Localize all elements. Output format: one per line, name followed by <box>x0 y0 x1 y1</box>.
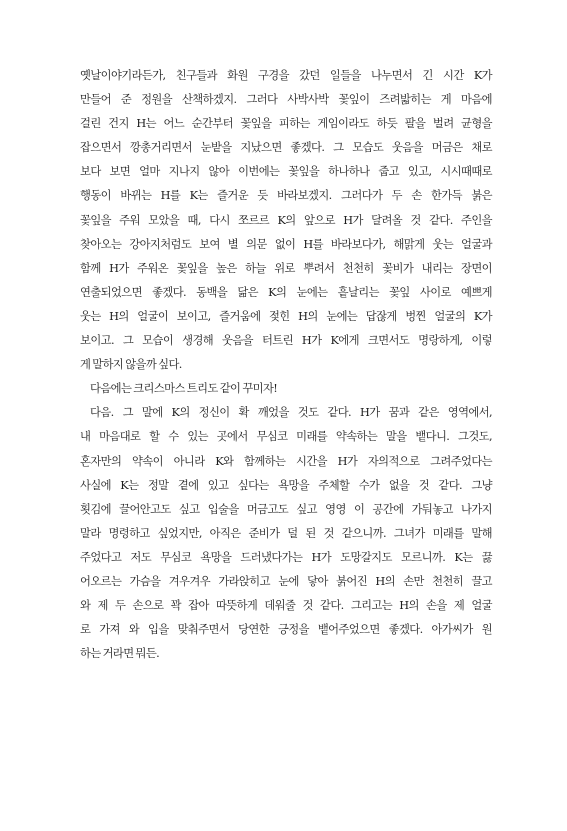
text-line: 보다 보면 얼마 지나지 않아 이번에는 꽃잎을 하나하나 줍고 있고, 시시때때로 <box>80 165 492 179</box>
text-line: 행동이 바뀌는 H를 K는 즐거운 듯 바라보겠지. 그러다가 두 손 한가득 붉은 <box>80 189 492 203</box>
text-line: 횟김에 끌어안고도 싶고 입술을 머금고도 싶고 영영 이 공간에 가둬놓고 나가지 <box>80 502 492 516</box>
text-line: 혼자만의 약속이 아니라 K와 함께하는 시간을 H가 자의적으로 그려주었다는 <box>80 454 492 468</box>
paragraph <box>80 377 492 401</box>
text-line: 웃는 H의 얼굴이 보이고, 즐거움에 젖힌 H의 눈에는 답잖게 벙찐 얼굴의 K가 <box>80 309 492 323</box>
text-line: 말라 명령하고 싶었지만, 아직은 준비가 덜 된 것 같으니까. 그녀가 미래를 말해 <box>80 526 492 540</box>
text-line: 꽃잎을 주워 모았을 때, 다시 쪼르르 K의 앞으로 H가 달려올 것 같다. 주인을 <box>80 213 492 227</box>
text-line: 와 제 두 손으로 꽉 잡아 따뜻하게 데워줄 것 같다. 그리고는 H의 손을 제 얼굴 <box>80 599 492 613</box>
text-line: 로 가져 와 입을 맞춰주면서 당연한 긍정을 뱉어주었으면 좋겠다. 아가씨가 원 <box>80 623 492 637</box>
text-line: 걸린 건지 H는 어느 순간부터 꽃잎을 피하는 게임이라도 하듯 팔을 벌려 균형을 <box>80 117 492 131</box>
text-line: 다음에는 크리스마스 트리도 같이 꾸미자! <box>90 382 278 396</box>
text-line: 게 말하지 않을까 싶다. <box>80 358 182 372</box>
text-line: 옛날이야기라든가, 친구들과 화원 구경을 갔던 일들을 나누면서 긴 시간 K가 <box>80 69 492 82</box>
text-line: 하는 거라면 뭐든. <box>80 647 160 661</box>
text-line: 함께 H가 주워온 꽃잎을 높은 하늘 위로 뿌려서 천천히 꽃비가 내리는 장면이 <box>80 261 492 275</box>
text-line: 찾아오는 강아지처럼도 보여 별 의문 없이 H를 바라보다가, 해맑게 웃는 얼굴과 <box>80 237 492 251</box>
paragraph <box>80 64 492 377</box>
text-line: 다음. 그 말에 K의 정신이 확 깨었을 것도 같다. H가 꿈과 같은 영역에서, <box>90 406 492 420</box>
text-line: 만들어 준 정원을 산책하겠지. 그러다 사박사박 꽃잎이 즈려밟히는 게 마음에 <box>80 93 492 107</box>
paragraph <box>80 401 492 666</box>
document-page <box>80 64 492 666</box>
text-line: 주었다고 저도 무심코 욕망을 드러냈다가는 H가 도망갈지도 모르니까. K는 끓 <box>80 550 492 564</box>
text-line: 어오르는 가슴을 겨우겨우 가라앉히고 눈에 닿아 붉어진 H의 손만 천천히 끌고 <box>80 574 492 588</box>
text-line: 연출되었으면 좋겠다. 동백을 닮은 K의 눈에는 흩날리는 꽃잎 사이로 예쁘게 <box>80 285 492 299</box>
text-line: 잡으면서 깡총거리면서 눈밭을 지났으면 좋겠다. 그 모습도 웃음을 머금은 채로 <box>80 141 492 155</box>
text-line: 사실에 K는 정말 곁에 있고 싶다는 욕망을 주체할 수가 없을 것 같다. 그냥 <box>80 478 492 492</box>
text-line: 보이고. 그 모습이 생경해 웃음을 터트린 H가 K에게 크면서도 명랑하게, 이렇 <box>80 334 492 348</box>
text-line: 내 마음대로 할 수 있는 곳에서 무심코 미래를 약속하는 말을 뱉다니. 그것도, <box>80 430 492 444</box>
